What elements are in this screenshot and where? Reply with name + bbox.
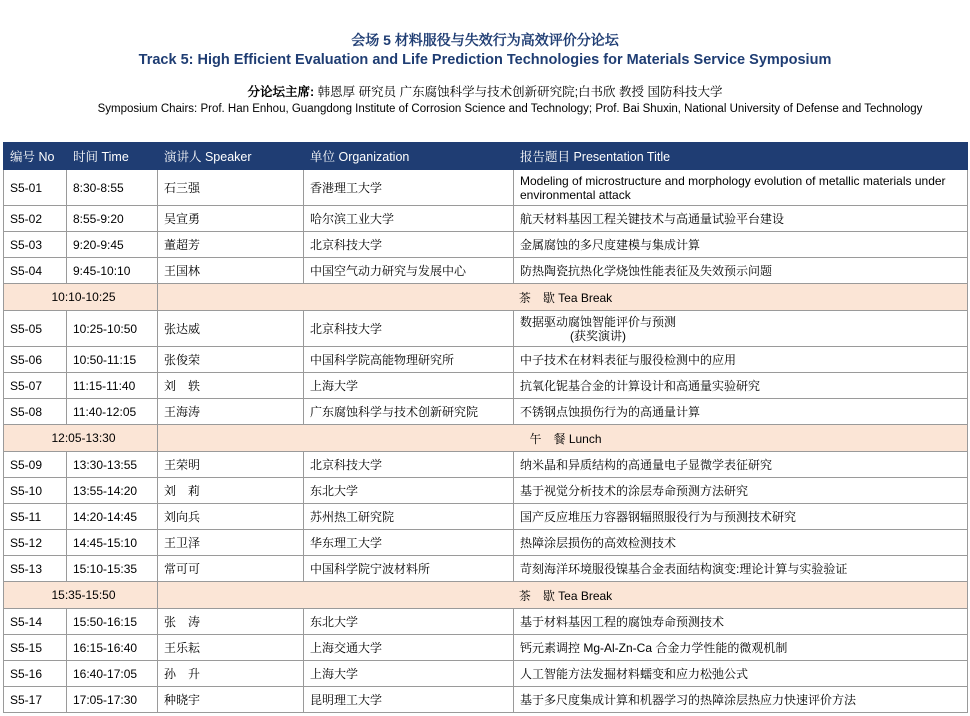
break-row [4, 582, 968, 609]
table-row [4, 347, 968, 373]
cell-time: 14:45-15:10 [67, 530, 158, 556]
break-row [4, 425, 968, 452]
cell-speaker: 王乐耘 [158, 635, 304, 661]
cell-time: 15:50-16:15 [67, 609, 158, 635]
cell-speaker: 张 涛 [158, 609, 304, 635]
cell-title: 苛刻海洋环境服役镍基合金表面结构演变:理论计算与实验验证 [514, 556, 968, 582]
table-row [4, 232, 968, 258]
table-row [4, 258, 968, 284]
cell-speaker: 张达威 [158, 311, 304, 347]
cell-org: 广东腐蚀科学与技术创新研究院 [304, 399, 514, 425]
table-row [4, 206, 968, 232]
cell-speaker: 王卫泽 [158, 530, 304, 556]
cell-title: 基于视觉分析技术的涂层寿命预测方法研究 [514, 478, 968, 504]
cell-speaker: 董超芳 [158, 232, 304, 258]
cell-time: 15:10-15:35 [67, 556, 158, 582]
col-header-no: 编号 No [4, 143, 67, 170]
table-row [4, 478, 968, 504]
break-label: 茶 歇 Tea Break [158, 582, 968, 609]
cell-title: 热障涂层损伤的高效检测技术 [514, 530, 968, 556]
cell-title: Modeling of microstructure and morphology evolution of metallic materials under environmental attack [514, 170, 968, 206]
cell-org: 华东理工大学 [304, 530, 514, 556]
cell-title: 不锈钢点蚀损伤行为的高通量计算 [514, 399, 968, 425]
break-time: 15:35-15:50 [4, 582, 158, 609]
cell-title-main: 数据驱动腐蚀智能评价与预测 [520, 314, 677, 329]
table-row [4, 399, 968, 425]
cell-speaker: 王海涛 [158, 399, 304, 425]
cell-speaker: 刘 轶 [158, 373, 304, 399]
table-header-row [4, 143, 968, 170]
table-row [4, 311, 968, 347]
cell-no: S5-15 [4, 635, 67, 661]
cell-org: 上海交通大学 [304, 635, 514, 661]
cell-speaker: 刘 莉 [158, 478, 304, 504]
table-row [4, 170, 968, 206]
cell-speaker: 王荣明 [158, 452, 304, 478]
cell-time: 16:40-17:05 [67, 661, 158, 687]
break-time: 10:10-10:25 [4, 284, 158, 311]
cell-org: 哈尔滨工业大学 [304, 206, 514, 232]
cell-org: 昆明理工大学 [304, 687, 514, 713]
chairs-en: Symposium Chairs: Prof. Han Enhou, Guangdong Institute of Corrosion Science and Technology; Prof. Bai Shuxin, National University of Defense and Technology [97, 103, 923, 115]
cell-time: 10:25-10:50 [67, 311, 158, 347]
cell-speaker: 种晓宇 [158, 687, 304, 713]
cell-no: S5-02 [4, 206, 67, 232]
schedule-table [3, 142, 968, 713]
table-row [4, 635, 968, 661]
cell-title: 基于材料基因工程的腐蚀寿命预测技术 [514, 609, 968, 635]
table-row [4, 373, 968, 399]
cell-time: 14:20-14:45 [67, 504, 158, 530]
col-header-time: 时间 Time [67, 143, 158, 170]
cell-title [514, 311, 968, 347]
col-header-title: 报告题目 Presentation Title [514, 143, 968, 170]
cell-org: 上海大学 [304, 661, 514, 687]
cell-no: S5-13 [4, 556, 67, 582]
cell-title: 纳米晶和异质结构的高通量电子显微学表征研究 [514, 452, 968, 478]
col-header-organization: 单位 Organization [304, 143, 514, 170]
col-header-speaker: 演讲人 Speaker [158, 143, 304, 170]
break-time: 12:05-13:30 [4, 425, 158, 452]
page-title-en: Track 5: High Efficient Evaluation and Life Prediction Technologies for Materials Service Symposium [138, 52, 832, 68]
cell-time: 11:40-12:05 [67, 399, 158, 425]
cell-time: 8:30-8:55 [67, 170, 158, 206]
cell-no: S5-11 [4, 504, 67, 530]
cell-speaker: 常可可 [158, 556, 304, 582]
cell-title: 人工智能方法发掘材料蠕变和应力松弛公式 [514, 661, 968, 687]
cell-org: 香港理工大学 [304, 170, 514, 206]
cell-time: 10:50-11:15 [67, 347, 158, 373]
cell-no: S5-06 [4, 347, 67, 373]
cell-speaker: 刘向兵 [158, 504, 304, 530]
cell-speaker: 张俊荣 [158, 347, 304, 373]
cell-no: S5-04 [4, 258, 67, 284]
table-row [4, 556, 968, 582]
cell-time: 13:55-14:20 [67, 478, 158, 504]
cell-no: S5-03 [4, 232, 67, 258]
cell-no: S5-12 [4, 530, 67, 556]
cell-org: 北京科技大学 [304, 232, 514, 258]
cell-no: S5-08 [4, 399, 67, 425]
cell-org: 中国科学院高能物理研究所 [304, 347, 514, 373]
cell-no: S5-14 [4, 609, 67, 635]
cell-org: 东北大学 [304, 609, 514, 635]
cell-org: 北京科技大学 [304, 311, 514, 347]
cell-org: 中国科学院宁波材料所 [304, 556, 514, 582]
cell-time: 17:05-17:30 [67, 687, 158, 713]
cell-no: S5-07 [4, 373, 67, 399]
cell-title: 钙元素调控 Mg-Al-Zn-Ca 合金力学性能的微观机制 [514, 635, 968, 661]
cell-title: 防热陶瓷抗热化学烧蚀性能表征及失效预示问题 [514, 258, 968, 284]
break-label: 午 餐 Lunch [158, 425, 968, 452]
page-title-cn: 会场 5 材料服役与失效行为高效评价分论坛 [351, 32, 619, 48]
cell-time: 8:55-9:20 [67, 206, 158, 232]
cell-time: 16:15-16:40 [67, 635, 158, 661]
table-row [4, 609, 968, 635]
cell-org: 东北大学 [304, 478, 514, 504]
cell-org: 上海大学 [304, 373, 514, 399]
cell-speaker: 石三强 [158, 170, 304, 206]
cell-speaker: 吴宣勇 [158, 206, 304, 232]
cell-no: S5-05 [4, 311, 67, 347]
cell-time: 13:30-13:55 [67, 452, 158, 478]
cell-no: S5-01 [4, 170, 67, 206]
table-row [4, 504, 968, 530]
chairs-cn [0, 82, 970, 100]
cell-no: S5-17 [4, 687, 67, 713]
cell-time: 9:20-9:45 [67, 232, 158, 258]
cell-time: 9:45-10:10 [67, 258, 158, 284]
cell-title: 国产反应堆压力容器钢辐照服役行为与预测技术研究 [514, 504, 968, 530]
cell-title: 中子技术在材料表征与服役检测中的应用 [514, 347, 968, 373]
cell-speaker: 孙 升 [158, 661, 304, 687]
cell-no: S5-10 [4, 478, 67, 504]
cell-time: 11:15-11:40 [67, 373, 158, 399]
cell-title: 金属腐蚀的多尺度建模与集成计算 [514, 232, 968, 258]
table-row [4, 661, 968, 687]
chairs-cn-text: 韩恩厚 研究员 广东腐蚀科学与技术创新研究院;白书欣 教授 国防科技大学 [314, 85, 723, 99]
cell-org: 北京科技大学 [304, 452, 514, 478]
break-label: 茶 歇 Tea Break [158, 284, 968, 311]
chairs-cn-label: 分论坛主席: [247, 85, 315, 99]
cell-no: S5-09 [4, 452, 67, 478]
cell-title: 抗氧化铌基合金的计算设计和高通量实验研究 [514, 373, 968, 399]
cell-title: 航天材料基因工程关键技术与高通量试验平台建设 [514, 206, 968, 232]
cell-no: S5-16 [4, 661, 67, 687]
table-row [4, 530, 968, 556]
table-row [4, 687, 968, 713]
cell-org: 苏州热工研究院 [304, 504, 514, 530]
break-row [4, 284, 968, 311]
cell-title: 基于多尺度集成计算和机器学习的热障涂层热应力快速评价方法 [514, 687, 968, 713]
cell-org: 中国空气动力研究与发展中心 [304, 258, 514, 284]
cell-speaker: 王国林 [158, 258, 304, 284]
award-note: (获奖演讲) [570, 328, 626, 343]
table-row [4, 452, 968, 478]
